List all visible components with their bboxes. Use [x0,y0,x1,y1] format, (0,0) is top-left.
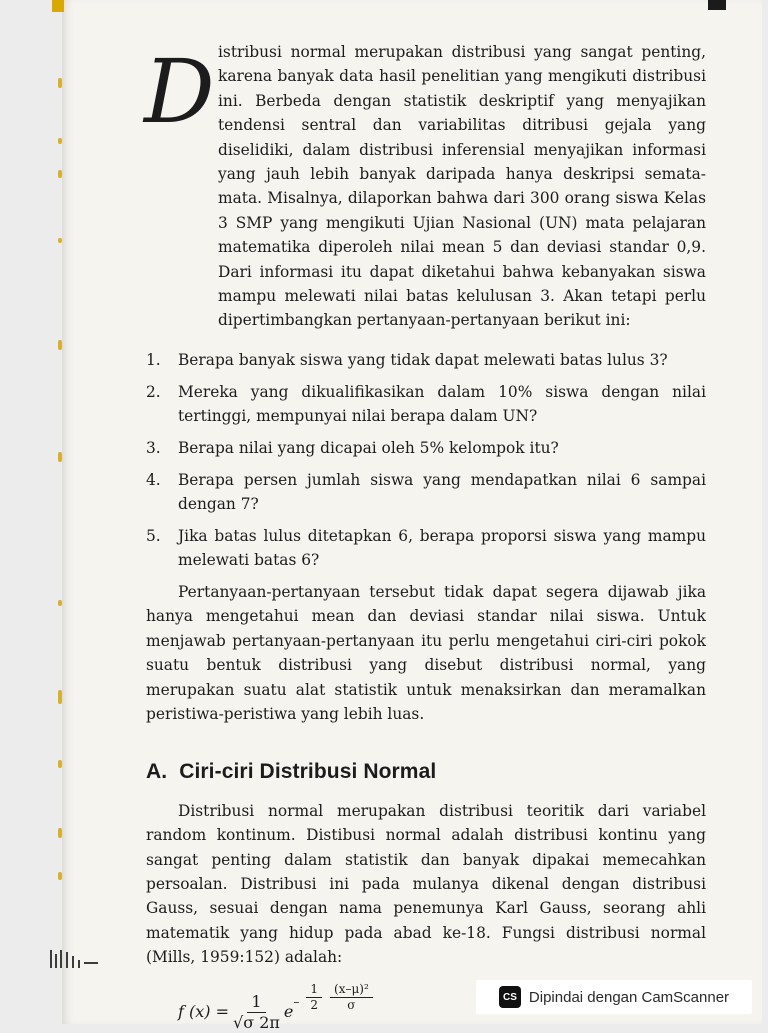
camscanner-watermark [476,980,752,1014]
section-title: Ciri-ciri Distribusi Normal [179,760,437,784]
intro-body: istribusi normal merupakan distribusi yang sangat penting, karena banyak data hasil penelitian yang mengikuti distribusi ini. Berbeda dengan statistik deskriptif yang menyajikan tendensi sentral dan variabilitas ditribusi gejala yang diselidiki, dalam distribusi inferensial menyajikan informasi yang jauh lebih banyak daripada hanya deskripsi semata-mata. Misalnya, dilaporkan bahwa dari 300 orang siswa Kelas 3 SMP yang mengikuti Ujian Nasional (UN) mata pelajaran matematika diperoleh nilai mean 5 dan deviasi standar 0,9. Dari informasi itu dapat diketahui bahwa kebanyakan siswa mampu melewati nilai batas kelulusan 3. Akan tetapi perlu dipertimbangkan pertanyaan-pertanyaan berikut ini: [218,43,706,330]
page-content [146,40,706,1033]
page-corner-mark-left [52,0,64,12]
drop-cap: D [144,40,215,143]
list-item: 1. Berapa banyak siswa yang tidak dapat melewati batas lulus 3? [146,351,668,369]
formula-exponent: – $\frac{1}{2}$ $\frac{\text{(x–μ)²}}{\sigma}$ [293,982,376,1014]
page-corner-mark-right [708,0,726,10]
question-list [146,348,706,572]
scan-artifact-marks [48,946,108,970]
paragraph-3: Distribusi normal merupakan distribusi teoritik dari variabel random kontinum. Distibusi normal adalah distribusi kontinu yang sangat penting dalam statistik dan banyak dipakai memecahkan persoalan. Distribusi ini pada mulanya dikenal dengan distribusi Gauss, sesuai dengan nama penemunya Karl Gauss, seorang ahli matematik yang hidup pada abad ke-18. Fungsi distribusi normal (Mills, 1959:152) adalah: [146,801,706,967]
formula-lhs: f (x) = [178,1001,230,1021]
list-item: 4. Berapa persen jumlah siswa yang mendapatkan nilai 6 sampai dengan 7? [146,471,706,513]
paragraph-2: Pertanyaan-pertanyaan tersebut tidak dapat segera dijawab jika hanya mengetahui mean dan deviasi standar nilai siswa. Untuk menjawab pertanyaan-pertanyaan itu perlu mengetahui ciri-ciri pokok suatu bentuk distribusi yang disebut distribusi normal, yang merupakan suatu alat statistik untuk menaksirkan dan meramalkan peristiwa-peristiwa yang lebih luas. [146,583,706,724]
formula-base: e [283,1001,294,1021]
watermark-text: Dipindai dengan CamScanner [528,988,730,1006]
list-item: 3. Berapa nilai yang dicapai oleh 5% kelompok itu? [146,439,559,457]
intro-paragraph [146,40,706,340]
section-heading [146,760,706,784]
formula-fraction: $\frac{1}{√\sigma 2\pi}$ [233,991,280,1032]
intro-text [146,40,706,333]
section-number: A. [146,760,168,784]
list-item: 5. Jika batas lulus ditetapkan 6, berapa proporsi siswa yang mampu melewati batas 6? [146,527,706,569]
list-item: 2. Mereka yang dikualifikasikan dalam 10% siswa dengan nilai tertinggi, mempunyai nilai berapa dalam UN? [146,383,706,425]
camscanner-logo-icon: CS [499,986,521,1008]
